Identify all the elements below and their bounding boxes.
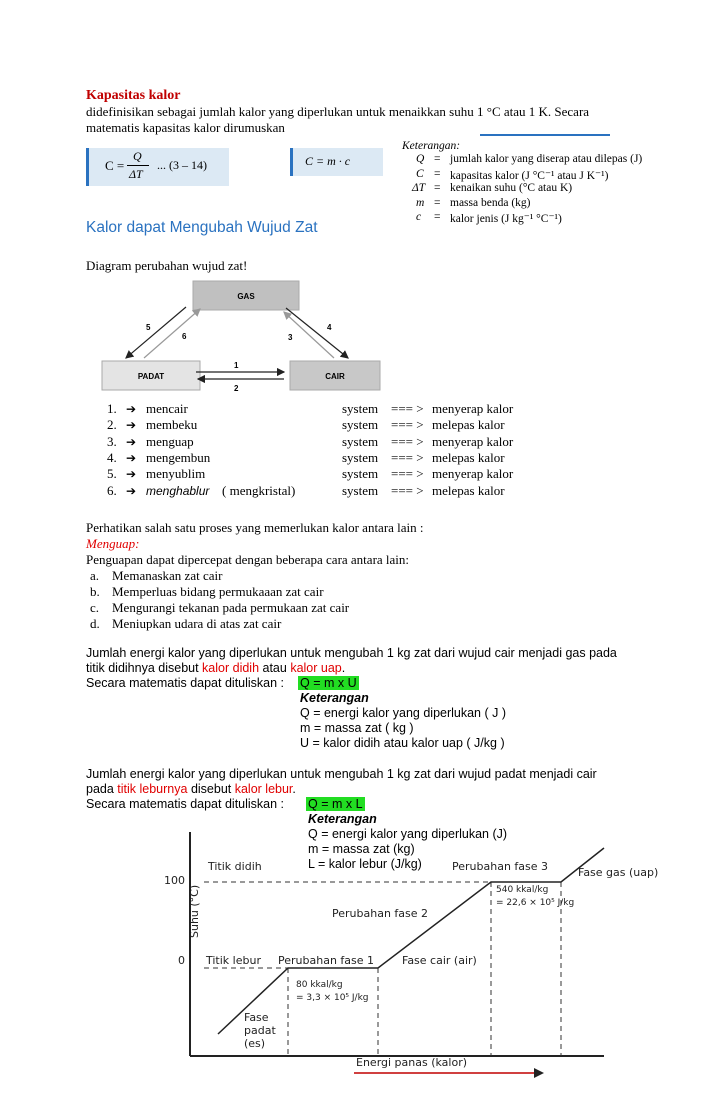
- list-item: [0, 466, 728, 482]
- system-label: system: [342, 417, 379, 433]
- keterangan-symbol: C: [416, 167, 424, 180]
- heading-kapasitas-kalor: Kapasitas kalor: [86, 88, 181, 103]
- keterangan-equals: =: [434, 182, 441, 194]
- fase1-label: Perubahan fase 1: [278, 954, 375, 967]
- system-arrow: === >: [391, 482, 424, 498]
- uap-line-3: Secara matematis dapat dituliskan :: [86, 676, 285, 690]
- fase-padat-label-3: (es): [244, 1037, 266, 1050]
- intro-line-1: didefinisikan sebagai jumlah kalor yang diperlukan untuk menaikkan suhu 1 °C atau 1 K. Secara: [86, 104, 590, 119]
- list-item: [90, 568, 223, 584]
- process-result: melepas kalor: [432, 417, 505, 433]
- keterangan-row: [402, 168, 702, 183]
- fase-padat-label-2: padat: [244, 1024, 276, 1037]
- titik-lebur-label: Titik lebur: [206, 954, 261, 967]
- lebur-line-3: Secara matematis dapat dituliskan :: [86, 797, 285, 811]
- menguap-label: Menguap:: [86, 536, 140, 551]
- process-name: menguap: [146, 433, 194, 449]
- system-arrow: === >: [391, 401, 424, 416]
- note-80-line1: 80 kkal/kg: [296, 980, 343, 990]
- keterangan-desc: jumlah kalor yang diserap atau dilepas (J): [450, 153, 643, 165]
- list-number: 4.: [107, 449, 117, 465]
- cara-text: Mengurangi tekanan pada permukaan zat cair: [112, 600, 350, 615]
- fase-cair-label: Fase cair (air): [402, 954, 477, 967]
- uap-k1: Q = energi kalor yang diperlukan ( J ): [300, 706, 507, 720]
- arrow-6: [144, 309, 200, 358]
- label-n1: 1: [234, 361, 239, 370]
- lebur-text: pada: [86, 782, 118, 796]
- list-number: 1.: [107, 401, 117, 416]
- formula-box-1: [86, 148, 229, 186]
- uap-k2: m = massa zat ( kg ): [300, 721, 414, 735]
- formula1-numerator: Q: [133, 149, 142, 163]
- arrow-right-icon: ➔: [126, 483, 137, 498]
- energy-arrow-head: [534, 1068, 544, 1078]
- system-arrow: === >: [391, 466, 424, 482]
- cara-list: [90, 568, 350, 632]
- keterangan-rows: [402, 153, 702, 226]
- list-item: [90, 600, 350, 616]
- system-arrow: === >: [391, 433, 424, 449]
- arrow-right-icon: ➔: [126, 402, 137, 416]
- cara-letter: d.: [90, 616, 100, 631]
- system-label: system: [342, 401, 379, 416]
- process-name: mengembun: [146, 449, 211, 465]
- keterangan-row: [402, 153, 702, 168]
- system-arrow: === >: [391, 449, 424, 465]
- note-540-line2: = 22,6 × 10⁵ J/kg: [496, 898, 575, 908]
- arrow-right-icon: ➔: [126, 450, 137, 465]
- lebur-k3: L = kalor lebur (J/kg): [308, 857, 422, 871]
- formula1-ref: ... (3 – 14): [157, 158, 207, 172]
- intro-line-2: matematis kapasitas kalor dirumuskan: [86, 120, 285, 135]
- keterangan-desc: kenaikan suhu (°C atau K): [450, 182, 573, 194]
- uap-text: .: [341, 661, 346, 675]
- formula-box-2: [290, 148, 383, 176]
- lebur-text: disebut: [187, 782, 235, 796]
- process-name-extra: ( mengkristal): [222, 482, 296, 498]
- keterangan-desc: massa benda (kg): [450, 196, 531, 209]
- keterangan-desc: kapasitas kalor (J °C⁻¹ atau J K⁻¹): [450, 169, 609, 182]
- cara-letter: b.: [90, 584, 100, 599]
- keterangan-symbol: m: [416, 196, 425, 209]
- lebur-line-2: [86, 782, 296, 797]
- y-label-100: 100: [164, 874, 185, 887]
- fase-padat-label-1: Fase: [244, 1011, 269, 1024]
- uap-keterangan: Keterangan: [300, 691, 369, 705]
- arrow-right-icon: ➔: [126, 434, 137, 449]
- list-number: 3.: [107, 433, 117, 449]
- list-item: [0, 401, 728, 417]
- cara-text: Memanaskan zat cair: [112, 568, 223, 583]
- keterangan-row: [402, 182, 702, 197]
- label-gas: GAS: [237, 292, 255, 301]
- lebur-k1: Q = energi kalor yang diperlukan (J): [308, 827, 508, 841]
- process-result: menyerap kalor: [432, 401, 514, 416]
- keterangan-topline: [480, 134, 610, 136]
- list-item: [0, 434, 728, 450]
- uap-text: titik didihnya disebut: [86, 661, 203, 675]
- system-label: system: [342, 466, 379, 482]
- y-axis-label: Suhu (°C): [188, 884, 201, 938]
- uap-formula: [298, 676, 359, 691]
- uap-line-1: Jumlah energi kalor yang diperlukan untuk mengubah 1 kg zat dari wujud cair menjadi gas pada: [86, 646, 617, 660]
- list-item: [90, 616, 282, 632]
- formula1-fraction-bar: [127, 165, 149, 166]
- lebur-k2: m = massa zat (kg): [308, 842, 415, 856]
- label-padat: PADAT: [137, 372, 165, 381]
- keterangan-symbol: Q: [416, 153, 425, 165]
- keterangan-symbol: ΔT: [412, 182, 426, 194]
- list-item: [0, 417, 728, 433]
- label-cair: CAIR: [325, 372, 345, 381]
- note-540-line1: 540 kkal/kg: [496, 885, 549, 895]
- process-result: melepas kalor: [432, 482, 505, 498]
- keterangan-desc: kalor jenis (J kg⁻¹ °C⁻¹): [450, 213, 562, 225]
- titik-didih-label: Titik didih: [208, 860, 262, 873]
- lebur-formula-text: Q = m x L: [308, 797, 363, 811]
- cara-text: Memperluas bidang permukaaan zat cair: [112, 584, 324, 599]
- process-name: membeku: [146, 417, 198, 433]
- label-n6: 6: [182, 332, 187, 341]
- state-change-diagram: [96, 278, 396, 398]
- list-item: [0, 483, 728, 499]
- process-name: menghablur: [146, 483, 210, 498]
- formula1-denominator: ΔT: [129, 167, 143, 181]
- arrow-right-icon: ➔: [126, 418, 137, 433]
- arrow-4: [286, 308, 348, 358]
- note-80-line2: = 3,3 × 10⁵ J/kg: [296, 993, 369, 1003]
- keterangan-symbol: c: [416, 211, 422, 223]
- diagram-intro: Diagram perubahan wujud zat!: [86, 258, 248, 273]
- arrow-5: [126, 307, 186, 358]
- kalor-uap-term: kalor uap: [290, 661, 342, 675]
- uap-k3: U = kalor didih atau kalor uap ( J/kg ): [300, 736, 505, 750]
- fase2-label: Perubahan fase 2: [332, 907, 429, 920]
- heating-curve-line: [218, 848, 604, 1034]
- kalor-lebur-term: kalor lebur: [234, 782, 293, 796]
- label-n4: 4: [327, 323, 332, 332]
- list-number: 5.: [107, 466, 117, 482]
- keterangan-row: [402, 211, 702, 226]
- list-number: 6.: [107, 482, 117, 498]
- uap-formula-text: Q = m x U: [300, 676, 357, 690]
- fase3-label: Perubahan fase 3: [452, 860, 549, 873]
- uap-text: atau: [259, 661, 291, 675]
- process-name: mencair: [146, 401, 188, 416]
- process-name: menyublim: [146, 466, 206, 482]
- lebur-text: .: [292, 782, 296, 796]
- keterangan-equals: =: [434, 211, 441, 223]
- x-axis-label: Energi panas (kalor): [356, 1056, 468, 1069]
- lebur-keterangan: Keterangan: [308, 812, 377, 826]
- process-result: menyerap kalor: [432, 433, 514, 449]
- list-item: [0, 450, 728, 466]
- fase-gas-label: Fase gas (uap): [578, 866, 659, 879]
- label-n3: 3: [288, 333, 293, 342]
- section-heading-wujud-zat: Kalor dapat Mengubah Wujud Zat: [86, 219, 318, 236]
- process-result: melepas kalor: [432, 449, 505, 465]
- arrow-right-icon: ➔: [126, 467, 137, 482]
- penguapan-intro: Penguapan dapat dipercepat dengan beberapa cara antara lain:: [86, 552, 410, 567]
- titik-lebur-term: titik leburnya: [117, 782, 188, 796]
- system-arrow: === >: [391, 417, 424, 433]
- perhatikan-text: Perhatikan salah satu proses yang memerlukan kalor antara lain :: [86, 520, 424, 535]
- keterangan-equals: =: [434, 196, 441, 209]
- heating-curve-graph: [146, 824, 659, 1080]
- cara-letter: c.: [90, 600, 100, 615]
- lebur-formula: [306, 797, 365, 812]
- system-label: system: [342, 449, 379, 465]
- system-label: system: [342, 482, 379, 498]
- formula2: C = m · c: [305, 154, 351, 168]
- lebur-line-1: Jumlah energi kalor yang diperlukan untuk mengubah 1 kg zat dari wujud padat menjadi cair: [86, 767, 597, 781]
- uap-line-2: [86, 661, 345, 676]
- list-item: [90, 584, 324, 600]
- keterangan-row: [402, 197, 702, 212]
- label-n2: 2: [234, 384, 239, 393]
- keterangan-equals: =: [434, 153, 441, 165]
- keterangan-equals: =: [434, 167, 441, 180]
- cara-letter: a.: [90, 568, 100, 583]
- system-label: system: [342, 433, 379, 449]
- list-number: 2.: [107, 417, 117, 433]
- formula1-lhs: C =: [105, 158, 125, 173]
- keterangan-title: Keterangan:: [402, 140, 461, 152]
- kalor-didih-term: kalor didih: [202, 661, 260, 675]
- y-label-0: 0: [178, 954, 185, 967]
- cara-text: Meniupkan udara di atas zat cair: [112, 616, 282, 631]
- process-result: menyerap kalor: [432, 466, 514, 482]
- label-n5: 5: [146, 323, 151, 332]
